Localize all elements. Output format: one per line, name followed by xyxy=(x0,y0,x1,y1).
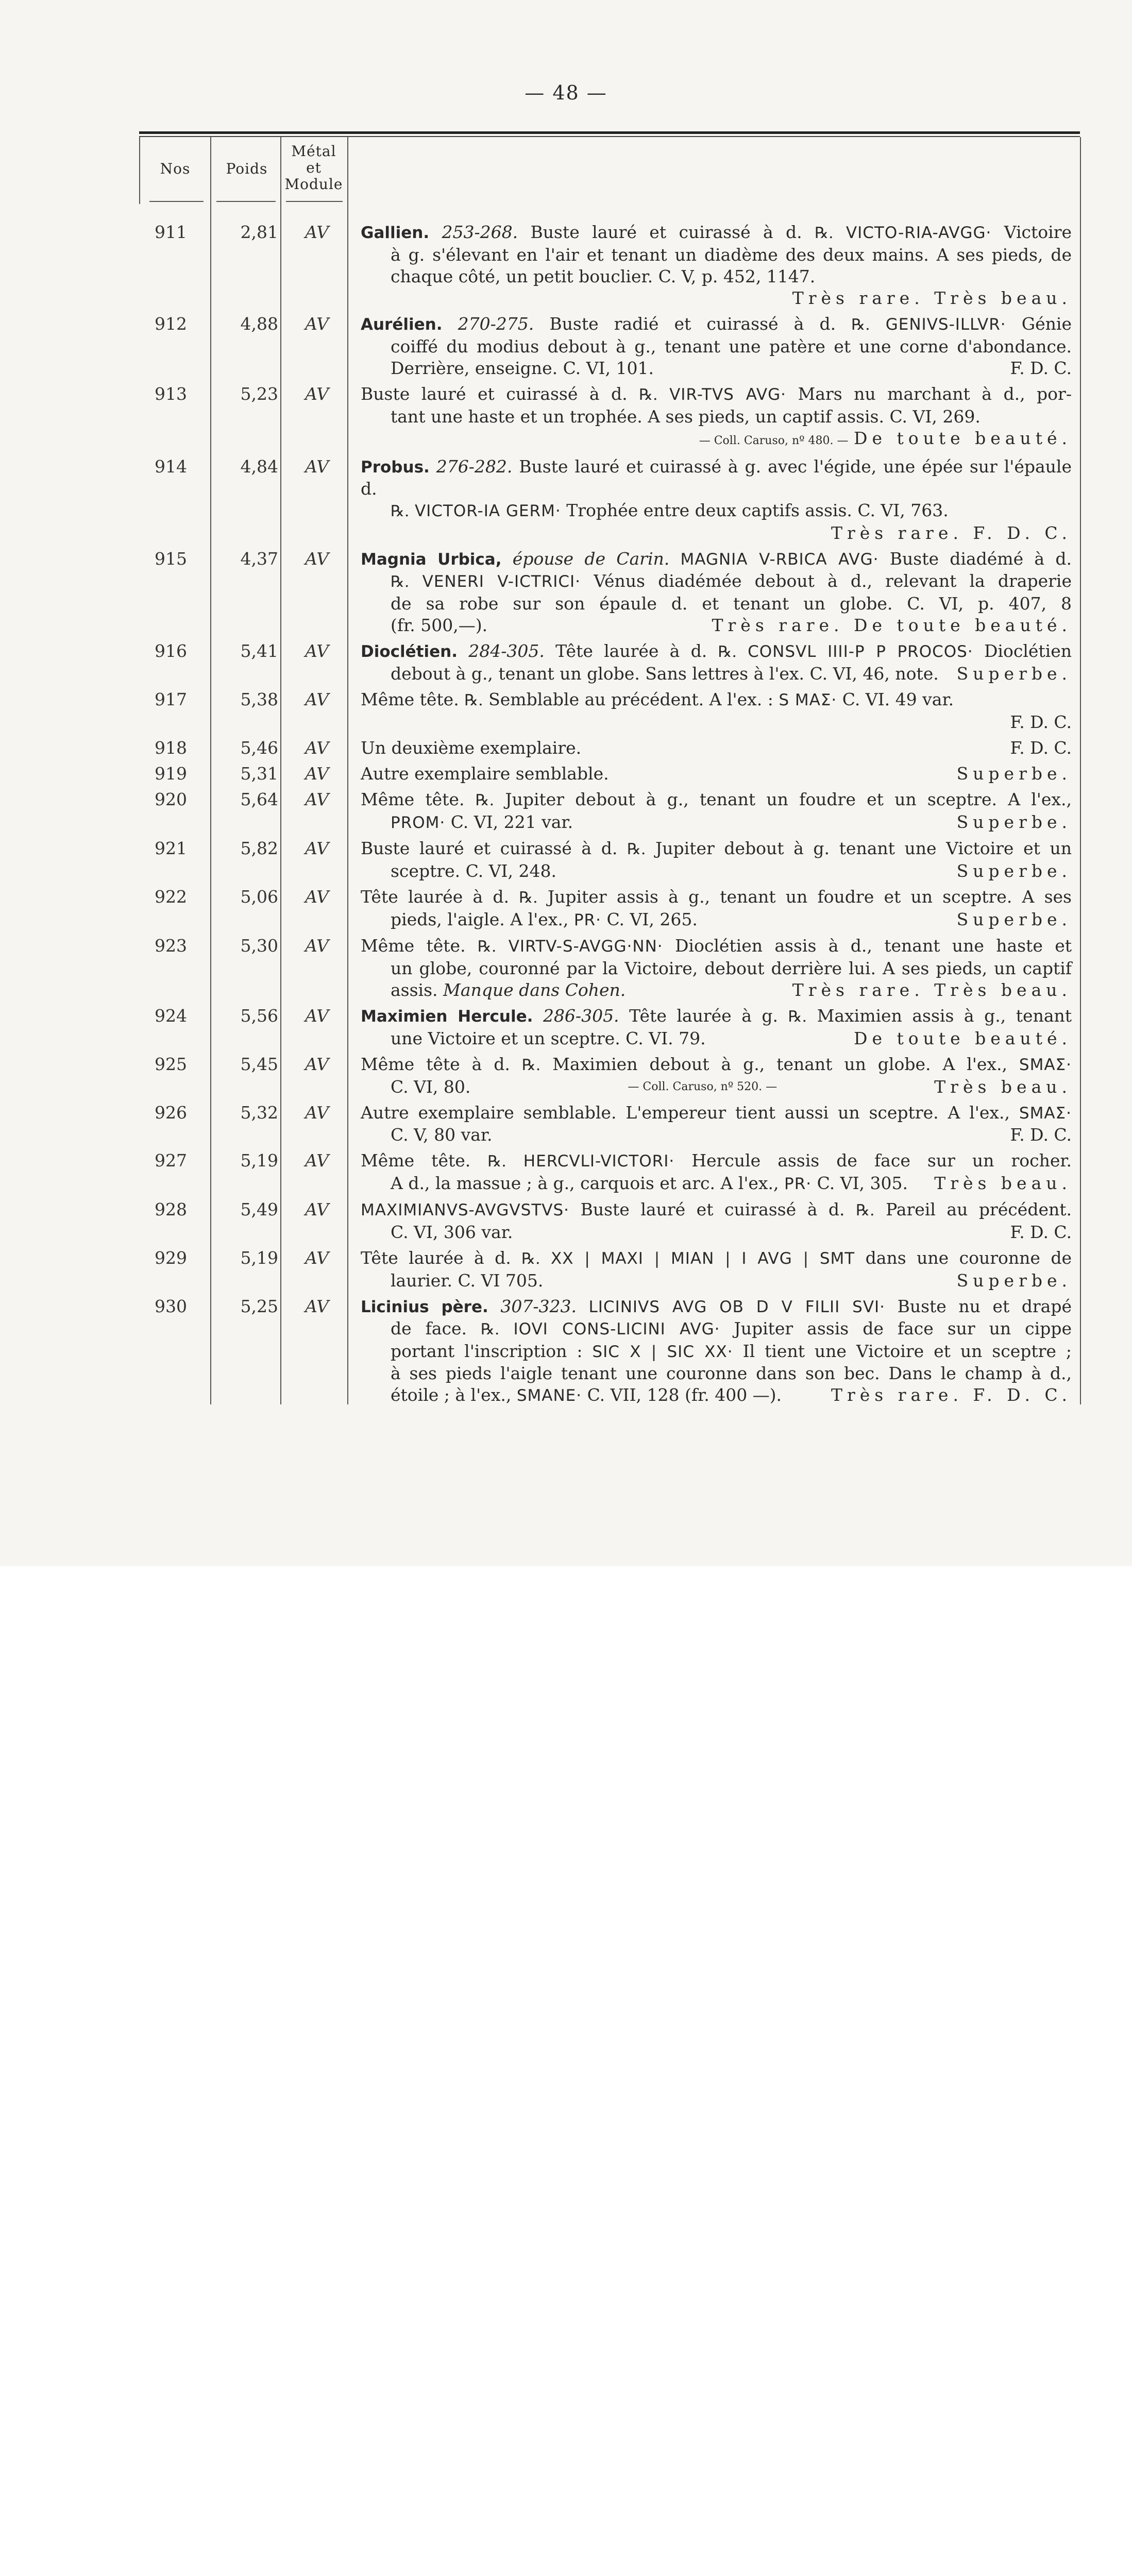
entry-description: Même tête. ℞. Semblable au précédent. A l'ex. : S MAΣ· C. VI. 49 var. F. D. C. xyxy=(361,689,1072,732)
entry-weight: 5,46 xyxy=(240,738,278,758)
header-underline xyxy=(149,201,204,202)
entry-metal: AV xyxy=(305,1199,329,1219)
table-top-rule xyxy=(139,131,1080,134)
entry-weight: 5,19 xyxy=(240,1150,278,1171)
rating: F. D. C. xyxy=(1010,358,1072,378)
rating: De toute beauté. xyxy=(853,1028,1072,1048)
entry-metal: AV xyxy=(305,738,329,758)
entry-description: Aurélien. 270-275. Buste radié et cuirassé à d. ℞. GENIVS-ILLVR· Génie coiffé du modius debout à g., tenant une patère et une corne d'abondance. Derrière, enseigne. C. VI, 101. F. D. C. xyxy=(361,314,1072,378)
coin-entry xyxy=(0,313,1132,383)
entry-weight: 5,31 xyxy=(240,764,278,784)
entry-description: Autre exemplaire semblable. L'empereur tient aussi un sceptre. A l'ex., SMAΣ· C. V, 80 var. F. D. C. xyxy=(361,1103,1072,1145)
entry-metal: AV xyxy=(305,1150,329,1171)
coin-entry xyxy=(0,1247,1132,1296)
coin-entry xyxy=(0,838,1132,886)
column-divider xyxy=(139,137,140,204)
entry-description: Même tête. ℞. HERCVLI-VICTORI· Hercule assis de face sur un rocher. A d., la massue ; à g., carquois et arc. A l'ex., PR· C. VI, 305. Très beau. xyxy=(361,1150,1072,1199)
entry-metal: AV xyxy=(305,1006,329,1026)
header-numbers: Nos xyxy=(160,160,191,177)
entry-description: Probus. 276-282. Buste lauré et cuirassé à g. avec l'égide, une épée sur l'épaule d. ℞. VICTOR-IA GERM· Trophée entre deux captifs assis. C. VI, 763. Très rare. F. D. C. xyxy=(361,456,1072,543)
coin-entry xyxy=(0,1102,1132,1150)
entry-metal: AV xyxy=(305,1054,329,1074)
entry-metal: AV xyxy=(305,222,329,242)
header-underline xyxy=(286,201,343,202)
entry-number: 911 xyxy=(155,222,187,242)
coin-entry xyxy=(0,548,1132,640)
entry-metal: AV xyxy=(305,549,329,569)
entry-metal: AV xyxy=(305,887,329,907)
provenance: — Coll. Caruso, nº 480. — xyxy=(699,434,849,447)
entry-metal: AV xyxy=(305,314,329,334)
rating: Très beau. xyxy=(934,1077,1072,1097)
entry-number: 920 xyxy=(155,789,187,809)
coin-entry xyxy=(0,1296,1132,1411)
entry-number: 926 xyxy=(155,1103,187,1123)
coin-entry xyxy=(0,689,1132,737)
entry-weight: 5,56 xyxy=(240,1006,278,1026)
rating: F. D. C. xyxy=(1010,738,1072,758)
coin-entry xyxy=(0,383,1132,456)
rating: F. D. C. xyxy=(1010,1125,1072,1145)
entry-weight: 4,37 xyxy=(240,549,278,569)
rating: Superbe. xyxy=(956,1270,1072,1291)
entry-number: 915 xyxy=(155,549,187,569)
coin-entry xyxy=(0,935,1132,1005)
entry-weight: 5,19 xyxy=(240,1248,278,1268)
entry-metal: AV xyxy=(305,1248,329,1268)
entry-number: 925 xyxy=(155,1054,187,1074)
entry-number: 913 xyxy=(155,384,187,404)
entry-weight: 2,81 xyxy=(240,222,278,242)
entry-metal: AV xyxy=(305,641,329,661)
rating: Très rare. F. D. C. xyxy=(831,523,1072,543)
entry-metal: AV xyxy=(305,789,329,809)
entry-description: Autre exemplaire semblable. Superbe. xyxy=(361,764,1072,784)
entry-description: Même tête. ℞. VIRTV-S-AVGG·NN· Dioclétien assis à d., tenant une haste et un globe, couronné par la Victoire, debout derrière lui. A ses pieds, un captif assis. Manque dans Cohen. Très rare. Très beau. xyxy=(361,936,1072,1000)
header-weight: Poids xyxy=(226,160,268,177)
entry-metal: AV xyxy=(305,1103,329,1123)
provenance: — Coll. Caruso, nº 520. — xyxy=(628,1080,778,1093)
entry-metal: AV xyxy=(305,936,329,956)
entry-description: Licinius père. 307-323. LICINIVS AVG OB D V FILII SVI· Buste nu et drapé de face. ℞. IOVI CONS-LICINI AVG· Jupiter assis de face sur un cippe portant l'inscription : SIC X | SIC XX· Il tient une Victoire et un sceptre ; à ses pieds l'aigle tenant une couronne dans son bec. Dans le champ à d., étoile ; à l'ex., SMANE· C. VII, 128 (fr. 400 —). Très rare. F. D. C. xyxy=(361,1296,1072,1411)
rating: Superbe. xyxy=(956,909,1072,929)
entry-number: 929 xyxy=(155,1248,187,1268)
entry-metal: AV xyxy=(305,689,329,709)
coin-entries xyxy=(0,222,1132,1411)
entry-weight: 5,25 xyxy=(240,1296,278,1316)
entry-weight: 4,84 xyxy=(240,456,278,477)
header-metal: Métal et Module xyxy=(284,143,343,193)
coin-entry xyxy=(0,789,1132,838)
entry-weight: 4,88 xyxy=(240,314,278,334)
rating: Très beau. xyxy=(934,1173,1072,1193)
rating: Superbe. xyxy=(956,812,1072,832)
entry-description: Même tête à d. ℞. Maximien debout à g., tenant un globe. A l'ex., SMAΣ· C. VI, 80. — Coll. Caruso, nº 520. — Très beau. xyxy=(361,1054,1072,1097)
rating: Très rare. Très beau. xyxy=(792,980,1072,1000)
entry-number: 930 xyxy=(155,1296,187,1316)
entry-weight: 5,06 xyxy=(240,887,278,907)
entry-description: MAXIMIANVS-AVGVSTVS· Buste lauré et cuirassé à d. ℞. Pareil au précédent. C. VI, 306 var. F. D. C. xyxy=(361,1199,1072,1242)
entry-number: 923 xyxy=(155,936,187,956)
entry-description: Magnia Urbica, épouse de Carin. MAGNIA V-RBICA AVG· Buste diadémé à d. ℞. VENERI V-ICTRICI· Vénus diadémée debout à d., relevant la draperie de sa robe sur son épaule d. et tenant un globe. C. VI, p. 407, 8 (fr. 500,—). Très rare. De toute beauté. xyxy=(361,549,1072,635)
coin-entry xyxy=(0,763,1132,789)
entry-weight: 5,23 xyxy=(240,384,278,404)
coin-entry xyxy=(0,1150,1132,1199)
rating: Superbe. xyxy=(956,764,1072,784)
entry-metal: AV xyxy=(305,838,329,858)
rating: Très rare. Très beau. xyxy=(792,288,1072,308)
coin-entry xyxy=(0,737,1132,763)
entry-number: 927 xyxy=(155,1150,187,1171)
entry-metal: AV xyxy=(305,456,329,477)
entry-weight: 5,64 xyxy=(240,789,278,809)
entry-description: Dioclétien. 284-305. Tête laurée à d. ℞. CONSVL IIII-P P PROCOS· Dioclétien debout à g., tenant un globe. Sans lettres à l'ex. C. VI, 46, note. Superbe. xyxy=(361,641,1072,684)
entry-number: 922 xyxy=(155,887,187,907)
rating: Superbe. xyxy=(956,664,1072,684)
page-number: — 48 — xyxy=(525,81,607,104)
digitization-footer xyxy=(0,1566,1132,1646)
entry-number: 917 xyxy=(155,689,187,709)
entry-description: Gallien. 253-268. Buste lauré et cuirassé à d. ℞. VICTO-RIA-AVGG· Victoire à g. s'élevant en l'air et tenant un diadème des deux mains. A ses pieds, de chaque côté, un petit bouclier. C. V, p. 452, 1147. Très rare. Très beau. xyxy=(361,222,1072,308)
entry-description: Même tête. ℞. Jupiter debout à g., tenant un foudre et un sceptre. A l'ex., PROM· C. VI, 221 var. Superbe. xyxy=(361,789,1072,838)
rating: Très rare. F. D. C. xyxy=(831,1385,1072,1405)
entry-number: 928 xyxy=(155,1199,187,1219)
coin-entry xyxy=(0,1005,1132,1054)
entry-description: Tête laurée à d. ℞. Jupiter assis à g., tenant un foudre et un sceptre. A ses pieds, l'aigle. A l'ex., PR· C. VI, 265. Superbe. xyxy=(361,886,1072,935)
entry-metal: AV xyxy=(305,384,329,404)
entry-number: 918 xyxy=(155,738,187,758)
entry-weight: 5,41 xyxy=(240,641,278,661)
coin-entry xyxy=(0,886,1132,935)
entry-number: 921 xyxy=(155,838,187,858)
rating: De toute beauté. xyxy=(853,428,1072,448)
entry-description: Buste lauré et cuirassé à d. ℞. VIR-TVS AVG· Mars nu marchant à d., por- tant une haste et un trophée. A ses pieds, un captif assis. C. VI, 269. — Coll. Caruso, nº 480. — De toute beauté. xyxy=(361,384,1072,448)
coin-entry xyxy=(0,456,1132,548)
entry-weight: 5,38 xyxy=(240,689,278,709)
coin-entry xyxy=(0,640,1132,689)
coin-entry xyxy=(0,1054,1132,1102)
entry-description: Un deuxième exemplaire. F. D. C. xyxy=(361,738,1072,758)
entry-description: Tête laurée à d. ℞. XX | MAXI | MIAN | I AVG | SMT dans une couronne de laurier. C. VI 705. Superbe. xyxy=(361,1248,1072,1291)
entry-metal: AV xyxy=(305,1296,329,1316)
rating: F. D. C. xyxy=(1010,712,1072,732)
entry-number: 919 xyxy=(155,764,187,784)
coin-entry xyxy=(0,222,1132,313)
entry-weight: 5,82 xyxy=(240,838,278,858)
entry-weight: 5,45 xyxy=(240,1054,278,1074)
header-underline xyxy=(216,201,276,202)
entry-metal: AV xyxy=(305,764,329,784)
entry-number: 912 xyxy=(155,314,187,334)
entry-number: 924 xyxy=(155,1006,187,1026)
rating: F. D. C. xyxy=(1010,1222,1072,1242)
entry-weight: 5,49 xyxy=(240,1199,278,1219)
coin-entry xyxy=(0,1199,1132,1247)
entry-weight: 5,30 xyxy=(240,936,278,956)
entry-number: 914 xyxy=(155,456,187,477)
rating: Très rare. De toute beauté. xyxy=(712,615,1072,635)
entry-description: Maximien Hercule. 286-305. Tête laurée à g. ℞. Maximien assis à g., tenant une Victoire et un sceptre. C. VI. 79. De toute beauté. xyxy=(361,1006,1072,1048)
rating: Superbe. xyxy=(956,861,1072,881)
entry-description: Buste lauré et cuirassé à d. ℞. Jupiter debout à g. tenant une Victoire et un sceptre. C. VI, 248. Superbe. xyxy=(361,838,1072,881)
entry-weight: 5,32 xyxy=(240,1103,278,1123)
entry-number: 916 xyxy=(155,641,187,661)
